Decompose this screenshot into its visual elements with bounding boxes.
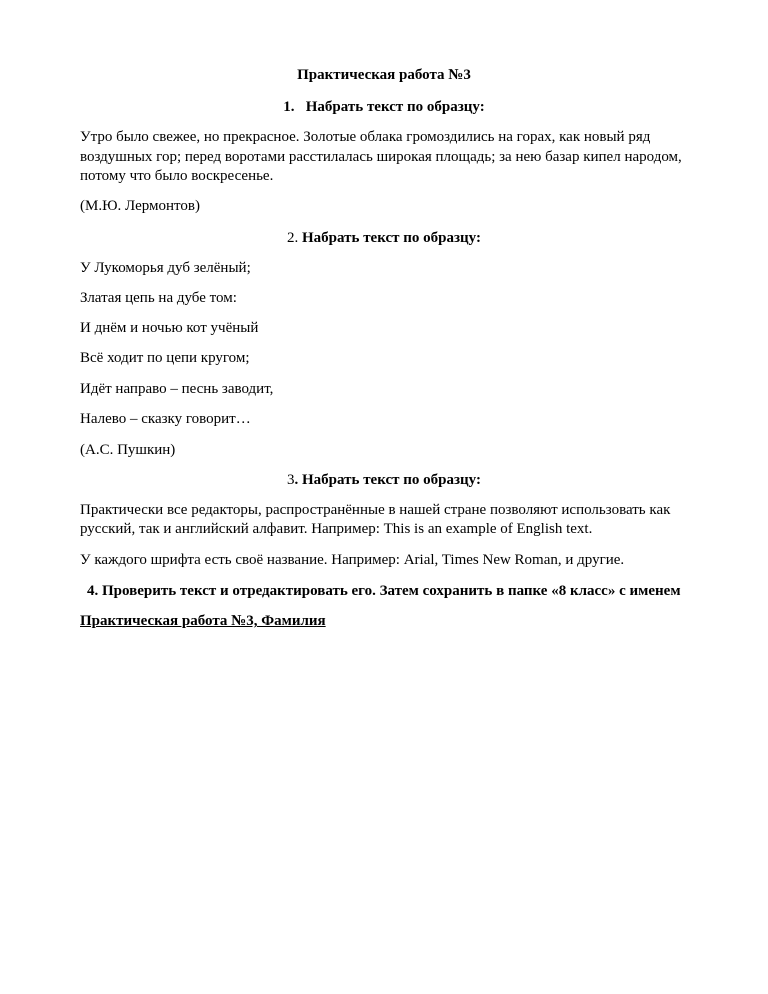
task3-heading-text: . Набрать текст по образцу:	[294, 472, 481, 488]
task2-number: 2.	[287, 230, 299, 246]
task1-author: (М.Ю. Лермонтов)	[80, 198, 200, 214]
task1-heading	[0, 97, 768, 117]
poem-line-3: И днём и ночью кот учёный	[80, 320, 259, 336]
task1-heading-text: Набрать текст по образцу:	[305, 99, 485, 115]
task3-fonts-line: У каждого шрифта есть своё название. Например: Arial, Times New Roman, и другие.	[80, 552, 625, 568]
task2-heading-text: Набрать текст по образцу:	[302, 230, 481, 246]
task1-paragraph-line-1: Утро было свежее, но прекрасное. Золотые облака громоздились на горах, как новый ряд	[80, 129, 651, 145]
task4-filename: Практическая работа №3, Фамилия	[80, 613, 326, 629]
poem-line-6: Налево – сказку говорит…	[80, 411, 251, 427]
task3-paragraph-line-1: Практически все редакторы, распространённые в нашей стране позволяют использовать как	[80, 502, 671, 518]
poem-line-4: Всё ходит по цепи кругом;	[80, 350, 250, 366]
task2-author: (А.С. Пушкин)	[80, 442, 176, 458]
task2-heading	[0, 228, 768, 248]
poem-line-2: Златая цепь на дубе том:	[80, 290, 237, 306]
poem-line-5: Идёт направо – песнь заводит,	[80, 381, 274, 397]
task1-paragraph-line-3: потому что было воскресенье.	[80, 168, 274, 184]
task1-paragraph-line-2: воздушных гор; перед воротами расстилалась широкая площадь; за нею базар кипел народом,	[80, 149, 682, 165]
task3-number: 3	[287, 472, 295, 488]
page-title: Практическая работа №3	[297, 67, 471, 83]
task3-paragraph-line-2: русский, так и английский алфавит. Например: This is an example of English text.	[80, 521, 593, 537]
task3-heading	[0, 470, 768, 490]
task4-instruction: 4. Проверить текст и отредактировать его. Затем сохранить в папке «8 класс» с именем	[87, 583, 681, 599]
poem-line-1: У Лукоморья дуб зелёный;	[80, 260, 251, 276]
task1-number: 1.	[283, 99, 295, 115]
